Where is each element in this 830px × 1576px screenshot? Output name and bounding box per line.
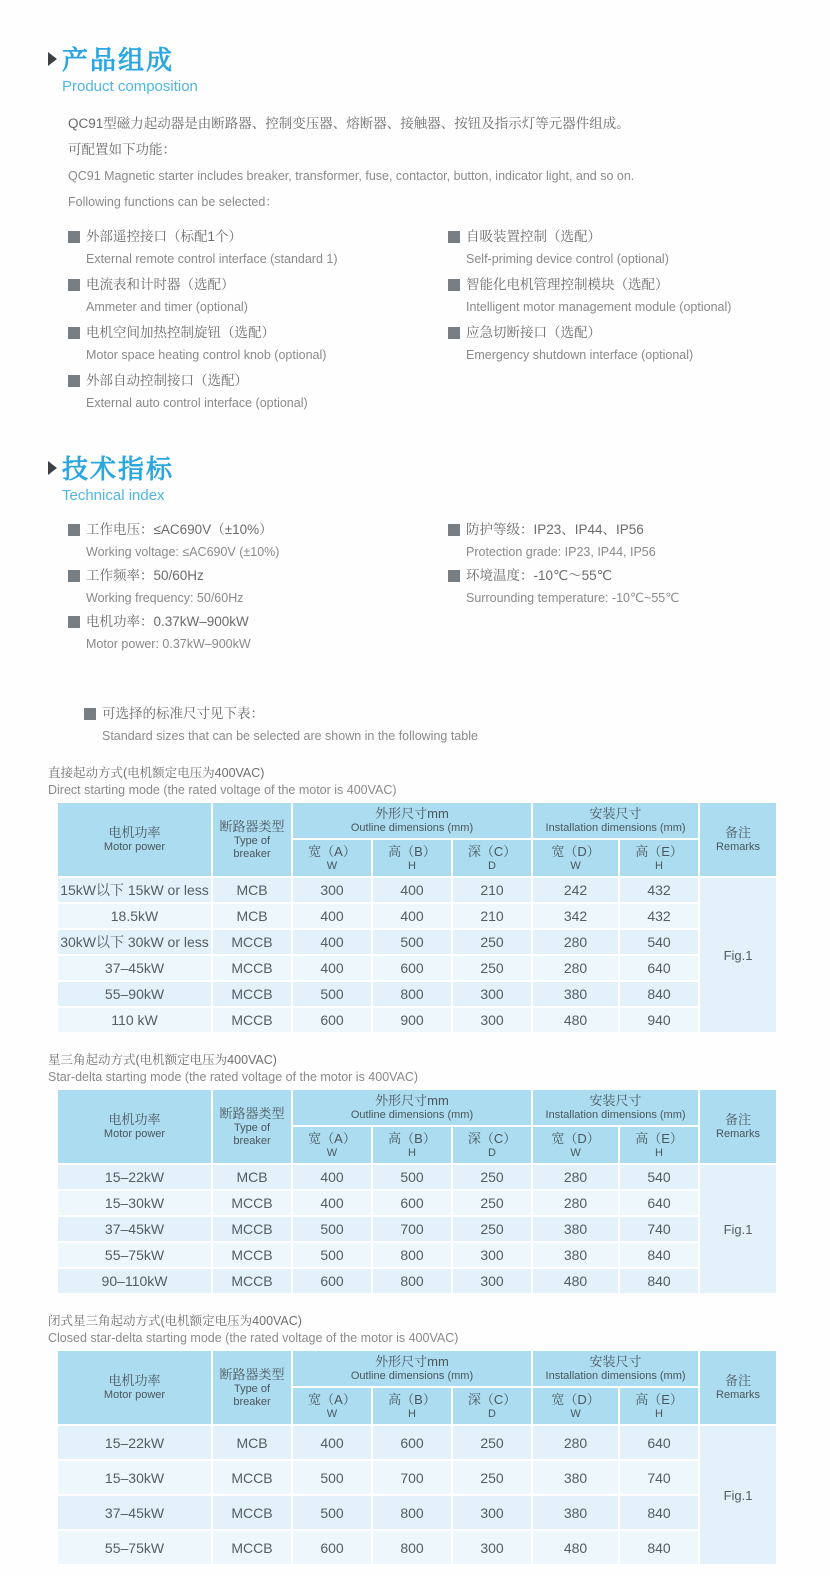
table-cell: 250	[452, 1425, 532, 1460]
table-cell: 37–45kW	[57, 1495, 212, 1530]
table-cell: 500	[292, 981, 372, 1007]
table-cell: 210	[452, 877, 532, 903]
spec-en-text: Surrounding temperature: -10℃~55℃	[466, 591, 680, 605]
spec-columns	[68, 518, 830, 656]
table-row	[57, 1216, 777, 1242]
table-row	[57, 981, 777, 1007]
spec-item	[448, 518, 830, 563]
table-row	[57, 1268, 777, 1294]
table-cell: MCCB	[212, 1190, 292, 1216]
table-cell: 300	[452, 1007, 532, 1033]
feature-item	[68, 369, 448, 414]
header-sub-col: 宽（D） W	[532, 1387, 619, 1425]
table-cell: 600	[292, 1007, 372, 1033]
table-cell: 15–30kW	[57, 1460, 212, 1495]
table-cell: 380	[532, 1460, 619, 1495]
table-row	[57, 877, 777, 903]
square-bullet-icon	[68, 570, 80, 582]
table-cell: 640	[619, 955, 699, 981]
table-cell: MCCB	[212, 1242, 292, 1268]
table-cell: 640	[619, 1425, 699, 1460]
spec-en-text: Protection grade: IP23, IP44, IP56	[466, 545, 656, 559]
spec-en-text: Motor power: 0.37kW–900kW	[86, 637, 251, 651]
section-title-zh: 产品组成	[62, 45, 175, 75]
table-cell: 800	[372, 981, 452, 1007]
table-cell: 740	[619, 1216, 699, 1242]
spec-item	[68, 564, 448, 609]
table-cell: 800	[372, 1242, 452, 1268]
table-cell: 90–110kW	[57, 1268, 212, 1294]
table-cell: MCCB	[212, 1268, 292, 1294]
feature-item	[68, 225, 448, 270]
header-sub-col: 深（C） D	[452, 1126, 532, 1164]
header-motor-power: 电机功率 Motor power	[57, 802, 212, 877]
table-caption-zh: 闭式星三角起动方式(电机额定电压为400VAC)	[48, 1314, 302, 1328]
feature-columns	[68, 225, 830, 417]
spec-zh-line	[68, 518, 448, 541]
section-head	[48, 449, 830, 486]
table-cell: MCB	[212, 877, 292, 903]
feature-zh-line	[68, 273, 448, 296]
size-table-direct-starting	[56, 801, 778, 1034]
note-zh-text: 可选择的标准尺寸见下表：	[102, 706, 264, 721]
feature-zh-text: 自吸装置控制（选配）	[466, 229, 601, 244]
section-title-zh: 技术指标	[62, 454, 175, 484]
table-row	[57, 1164, 777, 1190]
table-cell: 300	[292, 877, 372, 903]
table-cell: 380	[532, 1216, 619, 1242]
feature-item	[448, 273, 830, 318]
header-breaker-type: 断路器类型 Type of breaker	[212, 802, 292, 877]
table-cell: 380	[532, 981, 619, 1007]
table-cell: MCCB	[212, 1216, 292, 1242]
feature-en-text: Ammeter and timer (optional)	[86, 300, 248, 314]
table-cell: 380	[532, 1495, 619, 1530]
table-row	[57, 1460, 777, 1495]
header-sub-col: 宽（A） W	[292, 839, 372, 877]
table-cell: 640	[619, 1190, 699, 1216]
table-cell: 600	[292, 1268, 372, 1294]
feature-item	[448, 225, 830, 270]
table-cell: 250	[452, 929, 532, 955]
table-cell: 480	[532, 1530, 619, 1565]
table-cell: 800	[372, 1530, 452, 1565]
table-cell: 700	[372, 1216, 452, 1242]
spec-en-text: Working voltage: ≤AC690V (±10%)	[86, 545, 280, 559]
feature-en-text: Self-priming device control (optional)	[466, 252, 669, 266]
intro-line: Following functions can be selected：	[68, 195, 278, 209]
table-cell: 280	[532, 929, 619, 955]
header-sub-col: 宽（D） W	[532, 839, 619, 877]
feature-item	[68, 273, 448, 318]
table-cell: 500	[292, 1216, 372, 1242]
table-cell: 300	[452, 1268, 532, 1294]
header-motor-power: 电机功率 Motor power	[57, 1089, 212, 1164]
table-cell: 300	[452, 1530, 532, 1565]
table-cell: 55–75kW	[57, 1242, 212, 1268]
feature-item	[448, 321, 830, 366]
table-section-star-delta	[0, 1052, 830, 1295]
table-cell: 800	[372, 1495, 452, 1530]
feature-en-text: Emergency shutdown interface (optional)	[466, 348, 694, 362]
standard-sizes-note	[84, 702, 830, 747]
table-cell: 55–75kW	[57, 1530, 212, 1565]
section-product-composition	[0, 0, 830, 417]
table-cell: 400	[292, 1425, 372, 1460]
table-cell: MCB	[212, 1425, 292, 1460]
size-table-closed-star-delta	[56, 1349, 778, 1566]
header-sub-col: 宽（A） W	[292, 1126, 372, 1164]
table-cell: 300	[452, 981, 532, 1007]
spec-zh-line	[68, 564, 448, 587]
table-cell: 400	[372, 903, 452, 929]
square-bullet-icon	[68, 524, 80, 536]
table-cell: 250	[452, 1164, 532, 1190]
table-cell: 800	[372, 1268, 452, 1294]
header-installation-dimensions: 安装尺寸 Installation dimensions (mm)	[532, 1350, 699, 1387]
note-zh-line	[84, 702, 830, 725]
header-sub-col: 高（E） H	[619, 1126, 699, 1164]
table-row	[57, 1530, 777, 1565]
spec-zh-line	[448, 518, 830, 541]
remark-cell: Fig.1	[699, 877, 777, 1033]
header-outline-dimensions: 外形尺寸mm Outline dimensions (mm)	[292, 1350, 532, 1387]
table-cell: 500	[372, 1164, 452, 1190]
table-cell: 700	[372, 1460, 452, 1495]
spec-zh-text: 环境温度：-10℃～55℃	[466, 568, 612, 583]
header-installation-dimensions: 安装尺寸 Installation dimensions (mm)	[532, 1089, 699, 1126]
table-cell: MCCB	[212, 929, 292, 955]
feature-zh-line	[68, 321, 448, 344]
square-bullet-icon	[448, 570, 460, 582]
header-sub-col: 宽（D） W	[532, 1126, 619, 1164]
table-cell: 940	[619, 1007, 699, 1033]
note-en-text: Standard sizes that can be selected are shown in the following table	[102, 729, 478, 743]
header-sub-col: 高（B） H	[372, 839, 452, 877]
table-cell: MCCB	[212, 1495, 292, 1530]
table-cell: 280	[532, 1425, 619, 1460]
header-remarks: 备注 Remarks	[699, 1089, 777, 1164]
header-sub-col: 高（B） H	[372, 1387, 452, 1425]
feature-item	[68, 321, 448, 366]
feature-zh-text: 应急切断接口（选配）	[466, 325, 601, 340]
table-cell: 500	[292, 1495, 372, 1530]
header-sub-col: 深（C） D	[452, 1387, 532, 1425]
square-bullet-icon	[448, 279, 460, 291]
feature-zh-text: 智能化电机管理控制模块（选配）	[466, 277, 669, 292]
table-cell: 37–45kW	[57, 955, 212, 981]
table-cell: 500	[372, 929, 452, 955]
spec-zh-line	[68, 610, 448, 633]
feature-en-text: External remote control interface (standard 1)	[86, 252, 338, 266]
intro-line: QC91型磁力起动器是由断路器、控制变压器、熔断器、接触器、按钮及指示灯等元器件组成。	[68, 116, 630, 131]
table-cell: 600	[372, 955, 452, 981]
square-bullet-icon	[68, 231, 80, 243]
spec-item	[68, 518, 448, 563]
table-cell: MCCB	[212, 981, 292, 1007]
table-cell: 432	[619, 877, 699, 903]
spec-zh-text: 工作电压：≤AC690V（±10%）	[86, 522, 273, 537]
section-title-en: Product composition	[62, 78, 198, 95]
section-title-en: Technical index	[62, 487, 165, 504]
table-cell: 15–22kW	[57, 1164, 212, 1190]
feature-en-text: External auto control interface (optional)	[86, 396, 308, 410]
square-bullet-icon	[448, 231, 460, 243]
header-outline-dimensions: 外形尺寸mm Outline dimensions (mm)	[292, 1089, 532, 1126]
header-sub-col: 高（E） H	[619, 839, 699, 877]
intro-line: 可配置如下功能：	[68, 142, 176, 157]
feature-en-text: Intelligent motor management module (optional)	[466, 300, 732, 314]
table-cell: 500	[292, 1460, 372, 1495]
table-caption-en: Star-delta starting mode (the rated voltage of the motor is 400VAC)	[48, 1070, 419, 1084]
table-cell: 18.5kW	[57, 903, 212, 929]
table-cell: MCCB	[212, 1460, 292, 1495]
table-cell: 15–30kW	[57, 1190, 212, 1216]
table-row	[57, 1495, 777, 1530]
table-cell: MCCB	[212, 1007, 292, 1033]
header-breaker-type: 断路器类型 Type of breaker	[212, 1089, 292, 1164]
header-remarks: 备注 Remarks	[699, 1350, 777, 1425]
feature-column-right	[448, 225, 830, 417]
table-cell: 250	[452, 1460, 532, 1495]
table-cell: 740	[619, 1460, 699, 1495]
table-cell: 30kW以下 30kW or less	[57, 929, 212, 955]
triangle-arrow-icon	[48, 52, 57, 66]
size-table-star-delta	[56, 1088, 778, 1295]
spec-en-text: Working frequency: 50/60Hz	[86, 591, 244, 605]
spec-zh-text: 防护等级：IP23、IP44、IP56	[466, 522, 644, 537]
table-cell: 210	[452, 903, 532, 929]
feature-zh-text: 电机空间加热控制旋钮（选配）	[86, 325, 275, 340]
table-row	[57, 955, 777, 981]
table-caption-zh: 星三角起动方式(电机额定电压为400VAC)	[48, 1053, 277, 1067]
table-cell: 37–45kW	[57, 1216, 212, 1242]
table-cell: 900	[372, 1007, 452, 1033]
square-bullet-icon	[68, 327, 80, 339]
feature-zh-text: 外部遥控接口（标配1个）	[86, 229, 243, 244]
table-cell: 300	[452, 1242, 532, 1268]
table-cell: 840	[619, 1495, 699, 1530]
table-cell: MCCB	[212, 955, 292, 981]
table-cell: 55–90kW	[57, 981, 212, 1007]
header-sub-col: 高（E） H	[619, 1387, 699, 1425]
table-cell: 480	[532, 1268, 619, 1294]
square-bullet-icon	[68, 616, 80, 628]
square-bullet-icon	[448, 524, 460, 536]
table-cell: 400	[372, 877, 452, 903]
feature-column-left	[68, 225, 448, 417]
table-row	[57, 1190, 777, 1216]
table-row	[57, 1007, 777, 1033]
table-cell: 540	[619, 1164, 699, 1190]
feature-zh-text: 外部自动控制接口（选配）	[86, 373, 248, 388]
feature-zh-line	[68, 369, 448, 392]
table-cell: 15kW以下 15kW or less	[57, 877, 212, 903]
table-row	[57, 1242, 777, 1268]
section-technical-index	[0, 449, 830, 656]
feature-zh-line	[448, 273, 830, 296]
table-cell: 540	[619, 929, 699, 955]
table-cell: 400	[292, 903, 372, 929]
table-row	[57, 903, 777, 929]
table-cell: 840	[619, 1242, 699, 1268]
feature-zh-line	[448, 321, 830, 344]
section-head	[48, 40, 830, 77]
table-cell: 600	[372, 1190, 452, 1216]
spec-column-right	[448, 518, 830, 656]
intro-paragraph	[68, 111, 830, 215]
feature-zh-line	[448, 225, 830, 248]
spec-column-left	[68, 518, 448, 656]
table-cell: 400	[292, 1164, 372, 1190]
intro-line: QC91 Magnetic starter includes breaker, transformer, fuse, contactor, button, indicator light, and so on.	[68, 169, 635, 183]
square-bullet-icon	[68, 375, 80, 387]
table-cell: 600	[292, 1530, 372, 1565]
table-cell: 600	[372, 1425, 452, 1460]
table-cell: 250	[452, 1216, 532, 1242]
header-remarks: 备注 Remarks	[699, 802, 777, 877]
header-installation-dimensions: 安装尺寸 Installation dimensions (mm)	[532, 802, 699, 839]
square-bullet-icon	[68, 279, 80, 291]
table-cell: 15–22kW	[57, 1425, 212, 1460]
square-bullet-icon	[448, 327, 460, 339]
table-cell: 840	[619, 1268, 699, 1294]
table-row	[57, 929, 777, 955]
table-cell: 242	[532, 877, 619, 903]
table-cell: 280	[532, 955, 619, 981]
feature-zh-text: 电流表和计时器（选配）	[86, 277, 235, 292]
table-cell: 280	[532, 1190, 619, 1216]
table-cell: 342	[532, 903, 619, 929]
feature-zh-line	[68, 225, 448, 248]
header-sub-col: 宽（A） W	[292, 1387, 372, 1425]
header-breaker-type: 断路器类型 Type of breaker	[212, 1350, 292, 1425]
table-cell: 432	[619, 903, 699, 929]
table-cell: MCB	[212, 903, 292, 929]
table-cell: MCB	[212, 1164, 292, 1190]
header-sub-col: 高（B） H	[372, 1126, 452, 1164]
table-cell: 400	[292, 929, 372, 955]
spec-zh-text: 工作频率：50/60Hz	[86, 568, 204, 583]
table-cell: 480	[532, 1007, 619, 1033]
table-cell: 500	[292, 1242, 372, 1268]
header-motor-power: 电机功率 Motor power	[57, 1350, 212, 1425]
table-caption-en: Direct starting mode (the rated voltage of the motor is 400VAC)	[48, 783, 397, 797]
table-cell: 380	[532, 1242, 619, 1268]
table-cell: 300	[452, 1495, 532, 1530]
table-cell: 400	[292, 1190, 372, 1216]
table-caption-zh: 直接起动方式(电机额定电压为400VAC)	[48, 766, 265, 780]
table-section-direct-starting	[0, 765, 830, 1034]
spec-zh-text: 电机功率：0.37kW–900kW	[86, 614, 249, 629]
table-cell: MCCB	[212, 1530, 292, 1565]
table-cell: 250	[452, 955, 532, 981]
table-cell: 400	[292, 955, 372, 981]
table-section-closed-star-delta	[0, 1313, 830, 1566]
triangle-arrow-icon	[48, 461, 57, 475]
table-caption-en: Closed star-delta starting mode (the rated voltage of the motor is 400VAC)	[48, 1331, 459, 1345]
header-sub-col: 深（C） D	[452, 839, 532, 877]
feature-en-text: Motor space heating control knob (optional)	[86, 348, 327, 362]
table-row	[57, 1425, 777, 1460]
spec-item	[68, 610, 448, 655]
spec-zh-line	[448, 564, 830, 587]
table-cell: 250	[452, 1190, 532, 1216]
table-cell: 840	[619, 1530, 699, 1565]
spec-item	[448, 564, 830, 609]
remark-cell: Fig.1	[699, 1425, 777, 1565]
size-tables	[0, 765, 830, 1566]
table-cell: 110 kW	[57, 1007, 212, 1033]
remark-cell: Fig.1	[699, 1164, 777, 1294]
header-outline-dimensions: 外形尺寸mm Outline dimensions (mm)	[292, 802, 532, 839]
table-cell: 840	[619, 981, 699, 1007]
table-cell: 280	[532, 1164, 619, 1190]
square-bullet-icon	[84, 708, 96, 720]
